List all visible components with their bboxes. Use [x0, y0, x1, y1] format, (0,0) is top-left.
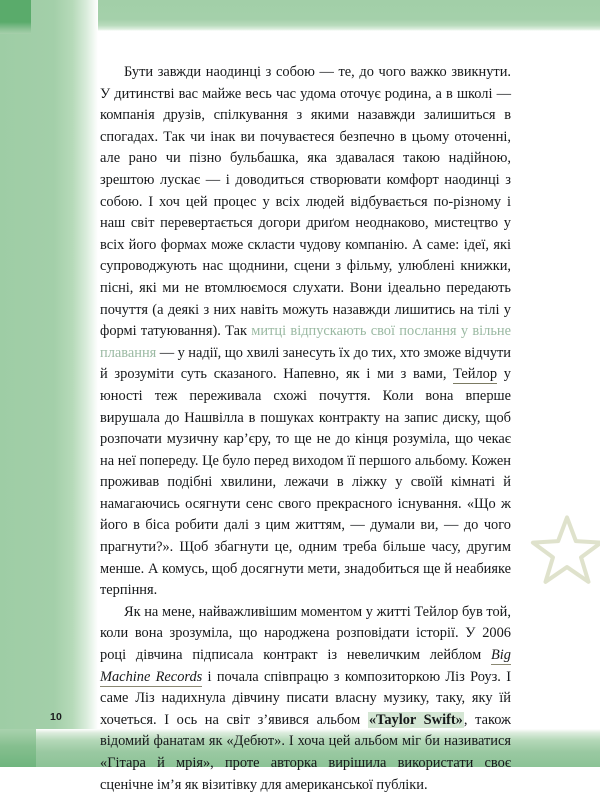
italic-underlined-title-run: Big Machine Records	[100, 647, 511, 685]
text-run: , також відомий фанатам як «Дебют». І хоча цей альбом міг би називатися «Гітара й мрія», проте авторка вирішила використати своє сценічне ім’я як візитівку для американської публіки.	[100, 711, 511, 793]
text-run: Як на мене, найважливішим моментом у житті Тейлор був той, коли вона зрозуміла, що народжена розповідати історії. У 2006 році дівчина підписала контракт із невеличким лейблом	[100, 603, 511, 664]
paragraph-1	[100, 62, 511, 602]
bottom-left-dark-green-block	[0, 729, 36, 767]
left-green-band	[0, 0, 98, 767]
page-number: 10	[50, 711, 63, 723]
text-run: — у надії, що хвилі занесуть їх до тих, хто зможе відчути й зрозуміти суть сказаного. Напевно, як і ми з вами,	[100, 344, 511, 383]
text-run: у юності теж переживала схожі почуття. Коли вона вперше вирушала до Нашвілла в пошуках контракту на запис диску, щоб розпочати музичну кар’єру, то ще не до кінця розуміла, що чекає на неї попереду. Це було перед виходом її першого альбому. Кожен проживав подібні хвилини, лежачи в ліжку у своїй кімнаті й намагаючись осягнути сенс свого прекрасного існування. «Що ж його в біса робити далі з цим життям, — думали ви, — до чого прагнути?». Щоб збагнути це, одним треба більше часу, другим менше. А комусь, щоб досягнути мети, знадобиться ще й неабияке терпіння.	[100, 366, 511, 599]
corner-dark-green-square-fade	[0, 22, 31, 34]
accent-text-run: митці відпускають свої послання у вільне плавання	[100, 323, 511, 361]
page-text-column	[100, 62, 511, 796]
corner-dark-green-square	[0, 0, 31, 22]
underlined-name-run: Тейлор	[453, 366, 498, 383]
star-outline-icon	[530, 512, 600, 588]
text-run: Бути завжди наодинці з собою — те, до чого важко звикнути. У дитинстві вас майже весь час удома оточує родина, а в школі — компанія друзів, спілкування з якими назавжди залишиться в спогадах. Так чи інак ви почуваєтеся безпечно в цьому оточенні, але рано чи пізно бульбашка, яка здавалася такою надійною, зрештою лускає — і доводиться створювати комфорт наодинці з собою. І хоч цей процес у всіх людей відбувається по-різному і наш світ перевертається догори дриґом неоднаково, мистецтво у всіх його формах може скласти чудову компанію. А саме: ідеї, які супроводжують нас щоднини, сцени з фільму, улюблені книжки, пісні, які ми не втомлюємося слухати. Вони ідеально передають почуття (а деякі з них навіть можуть назавжди лишитись на тілі у формі татуювання). Так	[100, 64, 511, 340]
highlighted-album-title-run: «Taylor Swift»	[368, 711, 463, 728]
text-run: і почала співпрацю з композиторкою Ліз Роуз. І саме Ліз надихнула дівчину писати власну музику, таку, яку їй хочеться. І ось на світ з’явився альбом	[100, 668, 511, 728]
